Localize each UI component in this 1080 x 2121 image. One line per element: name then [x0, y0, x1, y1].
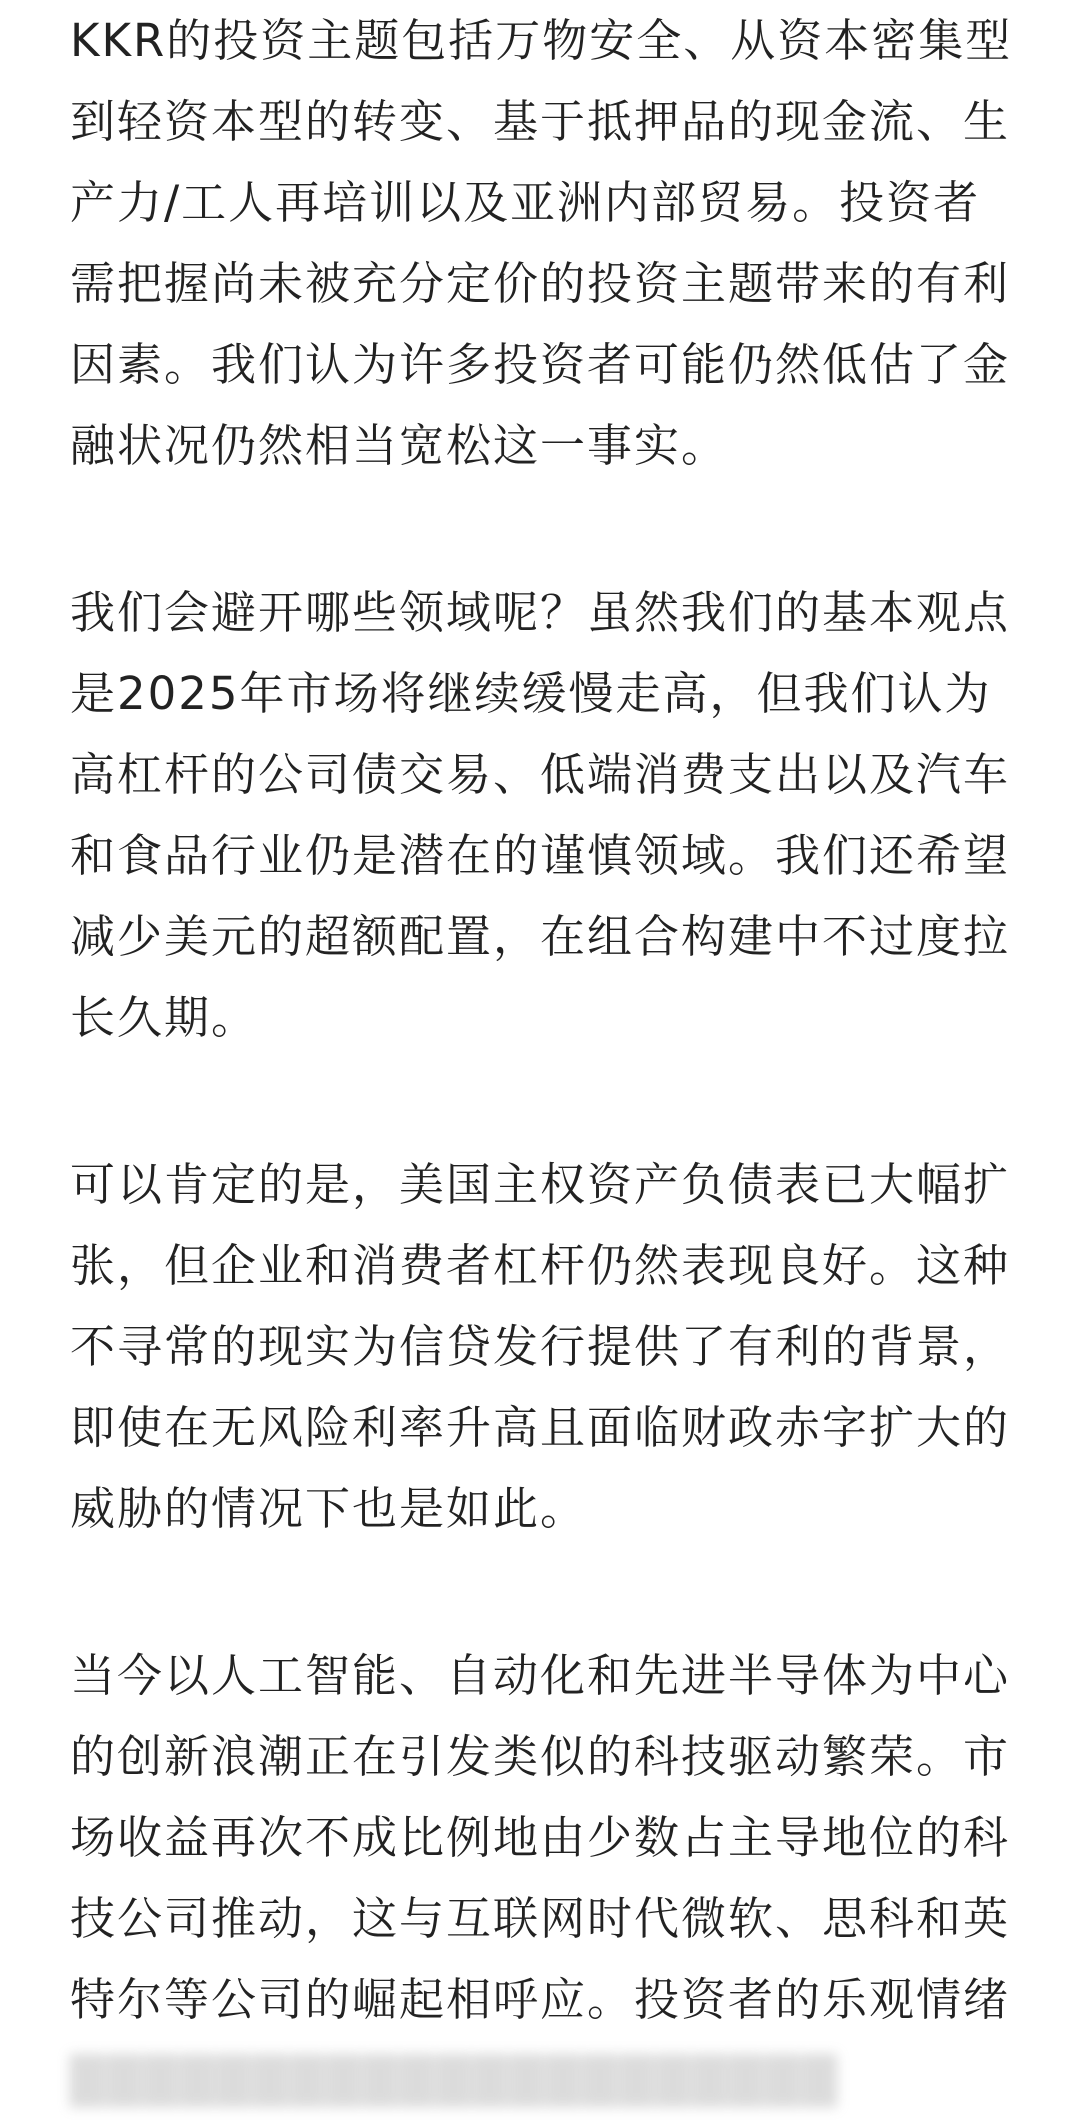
text-line: 技公司推动，这与互联网时代微软、思科和英 [70, 1892, 1011, 1945]
text-line: 的创新浪潮正在引发类似的科技驱动繁荣。市 [70, 1730, 1011, 1783]
text-line: 长久期。 [70, 991, 259, 1044]
text-line: 我们会避开哪些领域呢？虽然我们的基本观点 [70, 586, 1011, 639]
text-line: 场收益再次不成比例地由少数占主导地位的科 [70, 1811, 1011, 1864]
text-line: 减少美元的超额配置，在组合构建中不过度拉 [70, 910, 1011, 963]
text-line: 需把握尚未被充分定价的投资主题带来的有利 [70, 257, 1011, 310]
text-line: 威胁的情况下也是如此。 [70, 1482, 588, 1535]
text-line: 特尔等公司的崛起相呼应。投资者的乐观情绪 [70, 1973, 1011, 2026]
text-line: 当今以人工智能、自动化和先进半导体为中心 [70, 1649, 1011, 1702]
paragraph-balance-sheet [70, 1144, 1010, 1549]
text-line: 因素。我们认为许多投资者可能仍然低估了金 [70, 338, 1011, 391]
text-line: 高杠杆的公司债交易、低端消费支出以及汽车 [70, 748, 1011, 801]
text-line: 不寻常的现实为信贷发行提供了有利的背景， [70, 1320, 1011, 1373]
paragraph-spacer [70, 486, 1010, 572]
text-line: 产力/工人再培训以及亚洲内部贸易。投资者 [70, 176, 981, 229]
paragraph-spacer [70, 1058, 1010, 1144]
text-line: 张，但企业和消费者杠杆仍然表现良好。这种 [70, 1239, 1011, 1292]
paragraph-kkr-themes [70, 0, 1013, 486]
text-line: 到轻资本型的转变、基于抵押品的现金流、生 [70, 95, 1011, 148]
text-line: KKR的投资主题包括万物安全、从资本密集型 [70, 14, 1013, 67]
paragraph-innovation-wave [70, 1635, 1010, 2040]
faded-cut-off-line: █████████████████████ [70, 2054, 839, 2107]
text-line: 和食品行业仍是潜在的谨慎领域。我们还希望 [70, 829, 1011, 882]
text-line: 融状况仍然相当宽松这一事实。 [70, 419, 729, 472]
text-line: 是2025年市场将继续缓慢走高，但我们认为 [70, 667, 992, 720]
text-line: 可以肯定的是，美国主权资产负债表已大幅扩 [70, 1158, 1011, 1211]
text-line: 即使在无风险利率升高且面临财政赤字扩大的 [70, 1401, 1011, 1454]
article-body [70, 0, 1013, 2121]
paragraph-spacer [70, 1549, 1010, 1635]
paragraph-areas-to-avoid [70, 572, 1010, 1058]
